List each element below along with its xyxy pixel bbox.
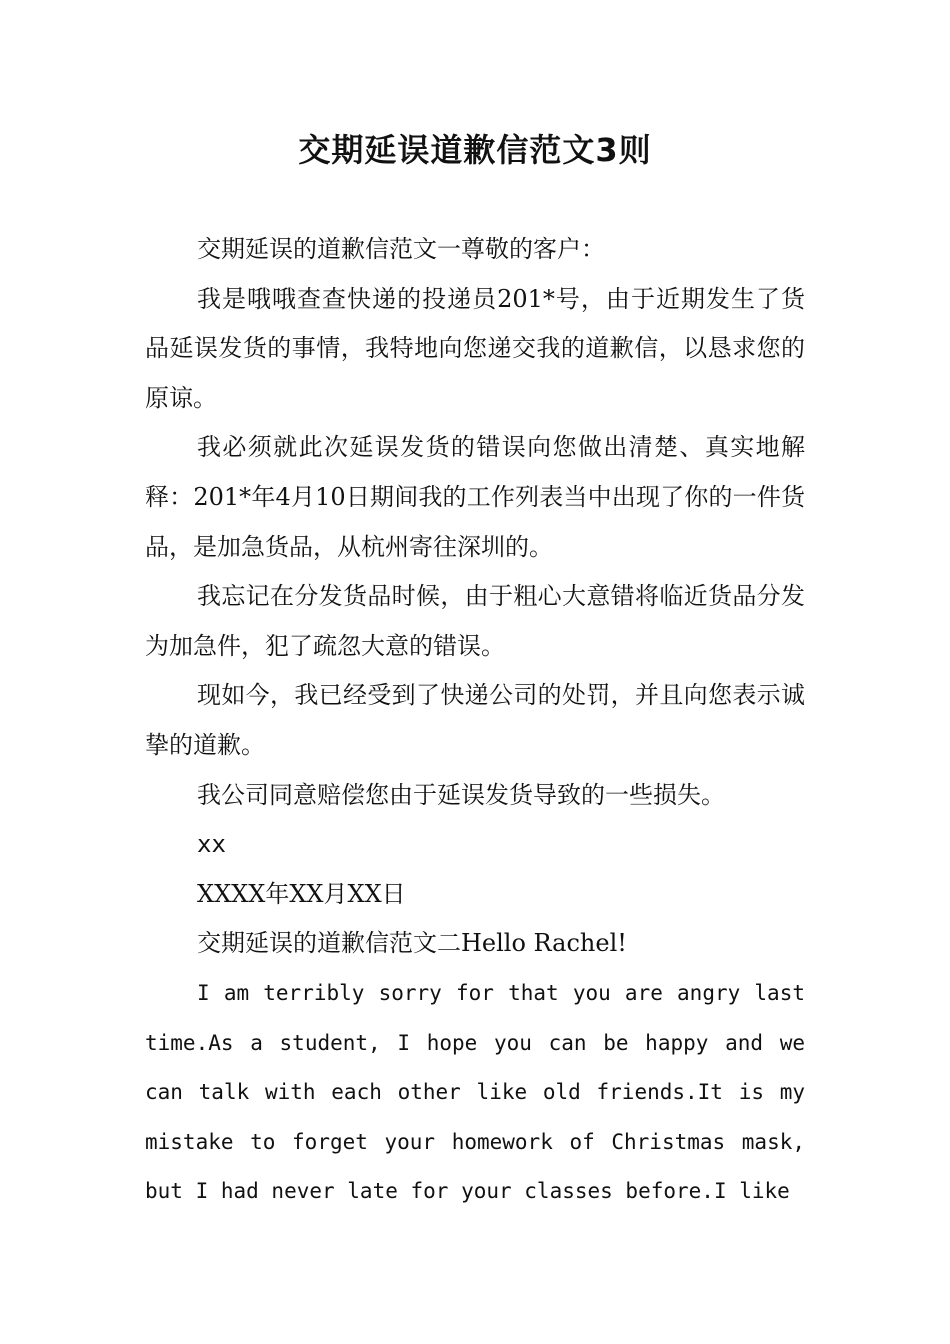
paragraph-mistake: 我忘记在分发货品时候，由于粗心大意错将临近货品分发为加急件，犯了疏忽大意的错误。 xyxy=(145,582,805,660)
paragraph-compensation: 我公司同意赔偿您由于延误发货导致的一些损失。 xyxy=(197,780,725,809)
paragraph-intro: 我是哦哦查查快递的投递员201*号，由于近期发生了货品延误发货的事情，我特地向您递交我的道歉信，以恳求您的原谅。 xyxy=(145,284,805,412)
document-body xyxy=(145,225,805,1217)
paragraph-letter-two-heading: 交期延误的道歉信范文二Hello Rachel! xyxy=(197,929,627,958)
paragraph-english-body: I am terribly sorry for that you are angry last time.As a student, I hope you can be happy and we can talk with each other like old friends.It is my mistake to forget your homework of Christmas mask, but I had never late for your classes before.I like xyxy=(145,980,805,1204)
signature-name: xx xyxy=(197,830,226,859)
signature-date: XXXX年XX月XX日 xyxy=(197,879,406,908)
document-title: 交期延误道歉信范文3则 xyxy=(298,131,652,169)
paragraph-greeting: 交期延误的道歉信范文一尊敬的客户： xyxy=(197,235,605,263)
paragraph-apology: 现如今，我已经受到了快递公司的处罚，并且向您表示诚挚的道歉。 xyxy=(145,681,805,759)
paragraph-explanation: 我必须就此次延误发货的错误向您做出清楚、真实地解释：201*年4月10日期间我的工作列表当中出现了你的一件货品，是加急货品，从杭州寄往深圳的。 xyxy=(145,433,805,561)
